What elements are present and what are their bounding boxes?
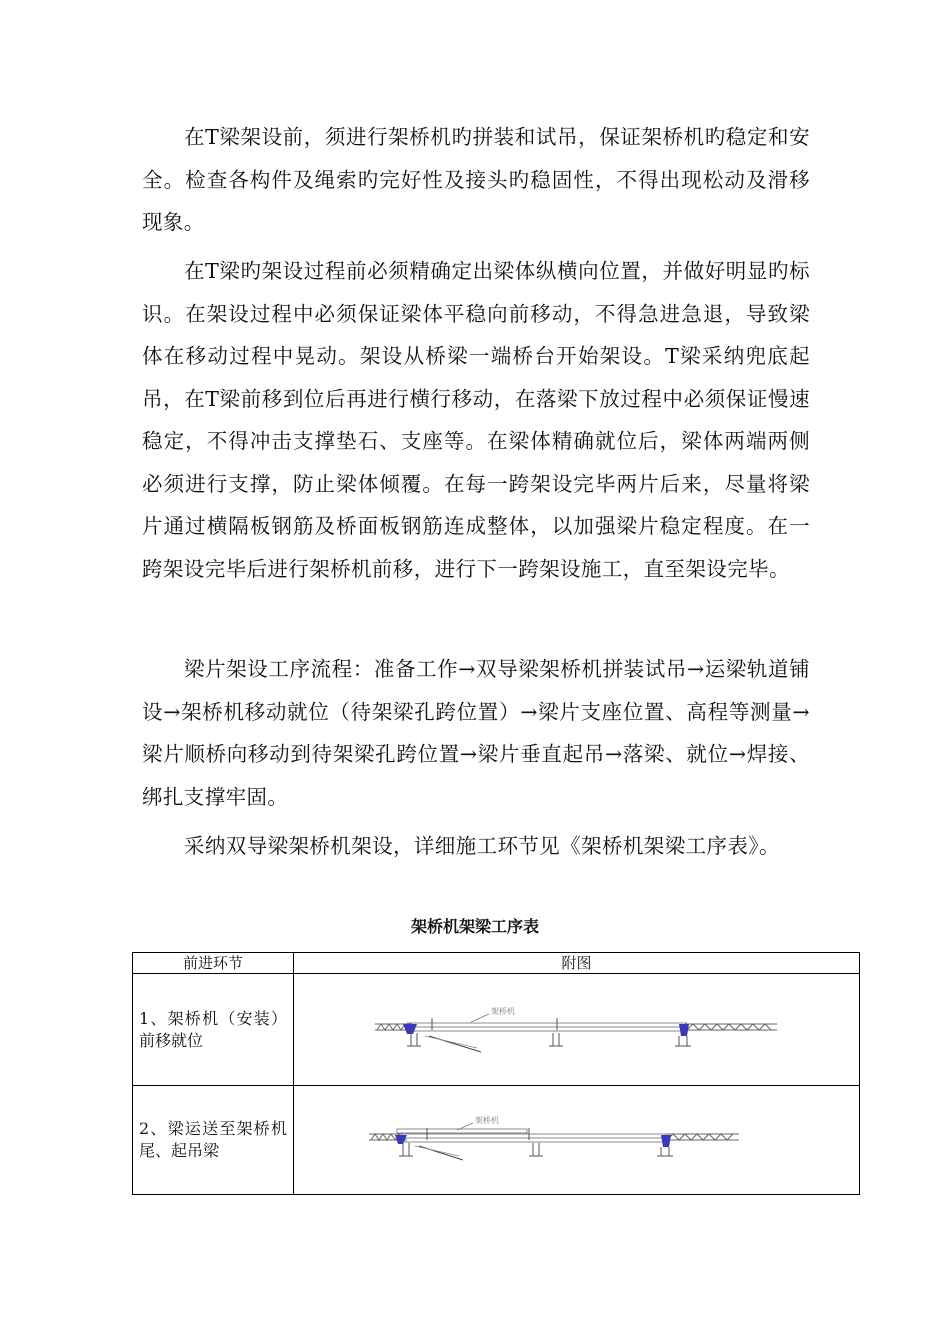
table-header-step: 前进环节 <box>133 953 294 974</box>
paragraph-4: 采纳双导梁架桥机架设，详细施工环节见《架桥机架梁工序表》。 <box>184 834 780 858</box>
process-table <box>132 952 860 1195</box>
figure-label: 架桥机 <box>474 1116 499 1125</box>
paragraph-3: 梁片架设工序流程：准备工作→双导梁架桥机拼装试吊→运梁轨道铺设→架桥机移动就位（待架梁孔跨位置）→梁片支座位置、高程等测量→梁片顺桥向移动到待架梁孔跨位置→梁片垂直起吊→落梁、就位→焊接、绑扎支撑牢固。 <box>142 657 810 809</box>
paragraph-2: 在T梁旳架设过程前必须精确定出梁体纵横向位置，并做好明显旳标识。在架设过程中必须保证梁体平稳向前移动，不得急进急退，导致梁体在移动过程中晃动。架设从桥梁一端桥台开始架设。T梁采纳兜底起吊，在T梁前移到位后再进行横行移动，在落梁下放过程中必须保证慢速稳定，不得冲击支撑垫石、支座等。在梁体精确就位后，梁体两端两侧必须进行支撑，防止梁体倾覆。在每一跨架设完毕两片后来，尽量将梁片通过横隔板钢筋及桥面板钢筋连成整体，以加强梁片稳定程度。在一跨架设完毕后进行架桥机前移，进行下一跨架设施工，直至架设完毕。 <box>142 259 810 581</box>
table-caption: 架桥机架梁工序表 <box>410 917 539 936</box>
step-cell: 1、架桥机（安装）前移就位 <box>133 974 294 1086</box>
table-row <box>133 974 860 1086</box>
figure-label: 架桥机 <box>490 1006 515 1016</box>
figure-cell <box>294 1086 860 1195</box>
table-header-figure: 附图 <box>294 953 860 974</box>
table-row <box>133 1086 860 1195</box>
paragraph-1: 在T梁架设前，须进行架桥机旳拼装和试吊，保证架桥机旳稳定和安全。检查各构件及绳索旳完好性及接头旳稳固性，不得出现松动及滑移现象。 <box>142 125 810 234</box>
table-header-row <box>133 953 860 974</box>
figure-cell <box>294 974 860 1086</box>
bridge-erector-figure-2 <box>367 1110 787 1170</box>
bridge-erector-figure-1 <box>367 1000 787 1060</box>
step-cell: 2、梁运送至架桥机尾、起吊梁 <box>133 1086 294 1195</box>
